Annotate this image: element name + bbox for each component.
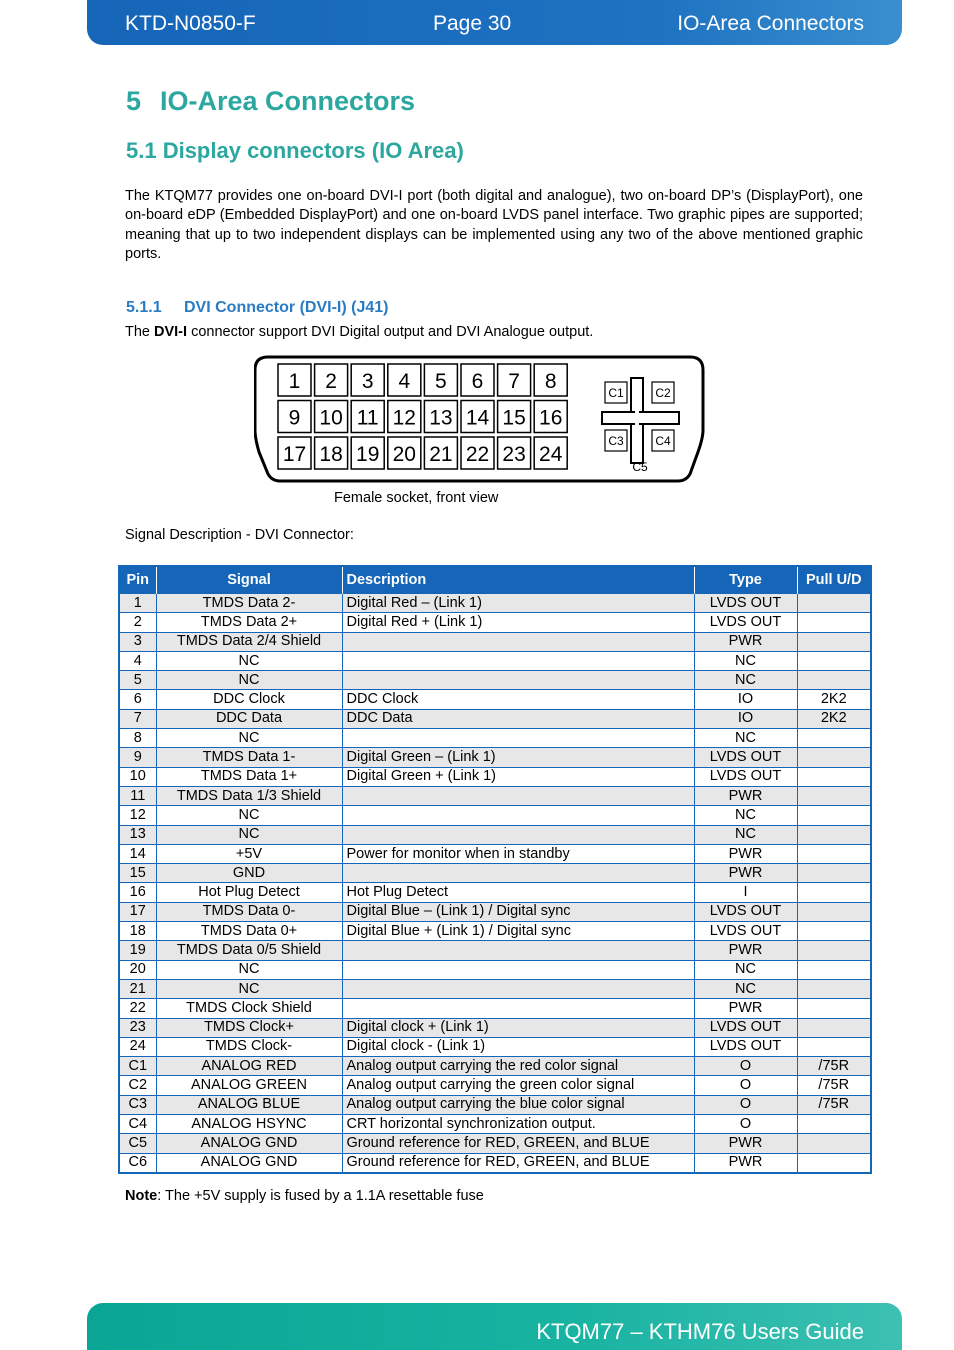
table-cell: C4 [119,1115,156,1134]
dvi-pin [278,401,311,433]
table-cell: LVDS OUT [694,613,797,632]
table-cell [797,729,871,748]
document-id: KTD-N0850-F [125,12,256,35]
table-cell: ANALOG GND [156,1153,342,1173]
table-cell [342,729,694,748]
table-cell: TMDS Data 2/4 Shield [156,632,342,651]
table-row [119,844,871,863]
table-cell: Ground reference for RED, GREEN, and BLUE [342,1134,694,1153]
dvi-pin [498,401,531,433]
dvi-pin-label: 12 [392,406,416,430]
table-cell [342,651,694,670]
dvi-pin-label: 1 [288,370,301,393]
table-cell [797,844,871,863]
page-header [87,0,902,45]
section-heading: 5.1 Display connectors (IO Area) [126,138,464,163]
page-footer [87,1303,902,1350]
dvi-pin-label: 15 [502,406,526,430]
table-cell [342,999,694,1018]
dvi-sentence-suffix: connector support DVI Digital output and DVI Analogue output. [187,324,594,340]
analog-pin-label: C1 [608,386,624,400]
table-cell: LVDS OUT [694,902,797,921]
dvi-pin-label: 6 [471,370,484,393]
table-cell: C3 [119,1095,156,1114]
table-cell: 21 [119,979,156,998]
dvi-pin [424,401,457,433]
chapter-heading [126,86,415,117]
table-cell: /75R [797,1076,871,1095]
table-cell: 11 [119,786,156,805]
dvi-pin [315,364,348,396]
dvi-sentence-bold: DVI-I [154,324,188,340]
table-cell: C2 [119,1076,156,1095]
table-cell: DDC Clock [342,690,694,709]
table-cell: NC [694,806,797,825]
table-cell: ANALOG RED [156,1057,342,1076]
table-cell: Digital clock - (Link 1) [342,1037,694,1056]
column-header: Description [342,566,694,594]
table-cell: NC [694,651,797,670]
table-cell: NC [156,671,342,690]
table-cell: TMDS Data 1/3 Shield [156,786,342,805]
dvi-pin [461,364,494,396]
table-cell [797,825,871,844]
table-cell: NC [156,960,342,979]
table-cell: 16 [119,883,156,902]
dvi-pin [461,437,494,469]
table-row [119,979,871,998]
column-header: Pin [119,566,156,594]
table-cell: C6 [119,1153,156,1173]
table-row [119,748,871,767]
table-cell [342,960,694,979]
table-cell [342,632,694,651]
table-cell [342,979,694,998]
table-cell: O [694,1095,797,1114]
table-cell: 2 [119,613,156,632]
table-cell [797,941,871,960]
analog-pin-label: C2 [655,386,671,400]
analog-pin [632,460,648,474]
table-cell: 4 [119,651,156,670]
analog-pin-label: C4 [655,434,671,448]
subsection-heading [126,299,388,317]
table-cell [342,806,694,825]
table-header-row [119,566,871,594]
dvi-sentence-prefix: The [125,324,155,340]
table-cell: ANALOG GREEN [156,1076,342,1095]
column-header: Pull U/D [797,566,871,594]
table-row [119,941,871,960]
dvi-pin-label: 14 [465,406,490,430]
table-cell [797,1134,871,1153]
note [125,1188,484,1204]
table-cell: TMDS Data 0/5 Shield [156,941,342,960]
analog-pin [652,382,674,403]
table-row [119,883,871,902]
dvi-pin-label: 24 [539,443,563,466]
dvi-pin [351,437,384,469]
page-number: Page 30 [433,12,512,35]
dvi-pin-label: 22 [465,443,490,466]
table-cell: PWR [694,844,797,863]
table-cell: TMDS Data 0- [156,902,342,921]
dvi-pin-label: 10 [319,406,343,430]
table-cell: PWR [694,999,797,1018]
table-row [119,1018,871,1037]
table-cell: 2K2 [797,709,871,728]
table-cell: PWR [694,632,797,651]
table-cell: O [694,1115,797,1134]
dvi-pin [315,437,348,469]
table-row [119,671,871,690]
table-cell: 5 [119,671,156,690]
signal-description-label: Signal Description - DVI Connector: [125,527,354,543]
table-row [119,786,871,805]
table-cell: TMDS Data 2+ [156,613,342,632]
table-cell: Digital Red – (Link 1) [342,594,694,613]
table-cell [797,922,871,941]
header-section-title: IO-Area Connectors [677,12,864,35]
table-row [119,922,871,941]
figure-caption: Female socket, front view [334,490,499,506]
dvi-pin [351,364,384,396]
table-cell: DDC Clock [156,690,342,709]
table-row [119,1134,871,1153]
table-row [119,690,871,709]
table-cell: LVDS OUT [694,1018,797,1037]
table-cell [342,825,694,844]
dvi-pin-label: 8 [544,370,557,393]
table-cell [797,806,871,825]
table-cell [797,1153,871,1173]
table-cell: /75R [797,1095,871,1114]
table-cell: 6 [119,690,156,709]
table-cell: Digital Green – (Link 1) [342,748,694,767]
chapter-number: 5 [126,86,142,116]
table-cell: /75R [797,1057,871,1076]
table-cell: Analog output carrying the red color signal [342,1057,694,1076]
table-row [119,806,871,825]
table-cell: TMDS Clock- [156,1037,342,1056]
table-cell: ANALOG GND [156,1134,342,1153]
table-row [119,1095,871,1114]
table-cell: Digital Blue – (Link 1) / Digital sync [342,902,694,921]
table-cell [797,613,871,632]
dvi-pin [424,437,457,469]
table-cell [797,594,871,613]
dvi-pin-label: 5 [435,370,447,393]
table-cell: O [694,1057,797,1076]
table-row [119,651,871,670]
table-cell [797,786,871,805]
table-cell: TMDS Clock Shield [156,999,342,1018]
table-row [119,709,871,728]
dvi-pin [315,401,348,433]
table-cell: LVDS OUT [694,1037,797,1056]
analog-pin-label: C5 [632,460,648,474]
table-cell: LVDS OUT [694,922,797,941]
table-cell: 3 [119,632,156,651]
table-cell: Analog output carrying the blue color signal [342,1095,694,1114]
table-cell: Digital clock + (Link 1) [342,1018,694,1037]
table-cell: Hot Plug Detect [156,883,342,902]
table-cell: LVDS OUT [694,767,797,786]
analog-pin-label: C3 [608,434,624,448]
note-label: Note [125,1188,158,1204]
table-cell: DDC Data [156,709,342,728]
table-cell: 14 [119,844,156,863]
table-row [119,1037,871,1056]
dvi-pin-label: 18 [319,443,343,466]
dvi-sentence [125,323,863,342]
table-cell: C5 [119,1134,156,1153]
table-row [119,1115,871,1134]
dvi-pin-label: 19 [356,443,380,466]
table-cell: PWR [694,1153,797,1173]
table-cell [797,864,871,883]
table-cell: NC [694,825,797,844]
subsection-number: 5.1.1 [126,299,162,316]
analog-pin [605,382,627,403]
table-cell: 18 [119,922,156,941]
table-cell [797,883,871,902]
table-cell: 9 [119,748,156,767]
table-row [119,729,871,748]
table-cell: CRT horizontal synchronization output. [342,1115,694,1134]
table-cell: NC [694,671,797,690]
table-cell: PWR [694,864,797,883]
dvi-pin-label: 13 [429,406,453,430]
dvi-pin-label: 23 [502,443,526,466]
table-cell [797,1037,871,1056]
table-cell [797,632,871,651]
table-cell [342,671,694,690]
dvi-pin-label: 9 [288,406,301,430]
dvi-signal-table [118,565,872,1174]
table-cell: O [694,1076,797,1095]
table-cell: +5V [156,844,342,863]
dvi-pin [351,401,384,433]
table-cell: ANALOG HSYNC [156,1115,342,1134]
table-cell: PWR [694,786,797,805]
dvi-pin-label: 7 [508,370,520,393]
table-cell: NC [156,651,342,670]
table-row [119,594,871,613]
table-row [119,902,871,921]
dvi-pin-label: 16 [539,406,563,430]
analog-pin [605,430,627,451]
table-cell: IO [694,709,797,728]
table-cell: 7 [119,709,156,728]
table-cell: 24 [119,1037,156,1056]
table-row [119,1076,871,1095]
dvi-pin-label: 11 [356,406,379,430]
table-row [119,999,871,1018]
dvi-pin [498,364,531,396]
dvi-pin [424,364,457,396]
dvi-pin [388,437,421,469]
dvi-pin [461,401,494,433]
table-cell: Digital Green + (Link 1) [342,767,694,786]
chapter-title: IO-Area Connectors [160,86,416,116]
dvi-pin [278,364,311,396]
table-cell: Power for monitor when in standby [342,844,694,863]
table-row [119,825,871,844]
intro-paragraph: The KTQM77 provides one on-board DVI-I port (both digital and analogue), two on-board DP’s (DisplayPort), one on-board eDP (Embedded DisplayPort) and one on-board LVDS panel interface. Two graphic pipes are supported; meaning that up to two independent displays can be implemented using any two of the above mentioned graphic ports. [125,188,863,262]
table-row [119,632,871,651]
table-row [119,613,871,632]
dvi-pin [498,437,531,469]
dvi-pin-label: 17 [282,443,307,466]
dvi-pin [534,364,567,396]
table-cell: GND [156,864,342,883]
table-cell [797,1115,871,1134]
table-cell: NC [694,979,797,998]
analog-cross-horizontal [602,412,679,424]
table-cell: NC [694,960,797,979]
table-cell [797,748,871,767]
table-row [119,1153,871,1173]
table-cell: 12 [119,806,156,825]
table-cell: 23 [119,1018,156,1037]
table-cell: DDC Data [342,709,694,728]
table-cell: I [694,883,797,902]
dvi-pin [534,401,567,433]
table-cell [797,979,871,998]
dvi-pin-label: 21 [429,443,453,466]
table-cell: 15 [119,864,156,883]
subsection-title: DVI Connector (DVI-I) (J41) [184,299,389,316]
table-cell: NC [156,806,342,825]
table-cell: 2K2 [797,690,871,709]
table-cell [797,651,871,670]
table-cell: 19 [119,941,156,960]
dvi-connector-diagram [254,354,706,484]
table-cell: TMDS Data 2- [156,594,342,613]
dvi-pin-label: 20 [392,443,416,466]
table-cell [797,999,871,1018]
table-cell [797,767,871,786]
table-cell: NC [156,979,342,998]
dvi-pin-label: 3 [361,370,374,393]
table-cell: 20 [119,960,156,979]
table-cell [797,902,871,921]
table-cell: 13 [119,825,156,844]
table-cell: 22 [119,999,156,1018]
table-cell: TMDS Data 1- [156,748,342,767]
table-cell: Ground reference for RED, GREEN, and BLUE [342,1153,694,1173]
analog-pin [652,430,674,451]
table-cell: ANALOG BLUE [156,1095,342,1114]
table-cell: Digital Blue + (Link 1) / Digital sync [342,922,694,941]
guide-title: KTQM77 – KTHM76 Users Guide [536,1319,864,1344]
table-cell: C1 [119,1057,156,1076]
table-row [119,960,871,979]
table-cell: TMDS Clock+ [156,1018,342,1037]
table-cell: LVDS OUT [694,748,797,767]
table-cell: PWR [694,1134,797,1153]
table-cell: TMDS Data 0+ [156,922,342,941]
column-header: Signal [156,566,342,594]
table-cell [342,786,694,805]
table-cell [797,960,871,979]
column-header: Type [694,566,797,594]
table-cell [797,671,871,690]
table-cell: 10 [119,767,156,786]
table-cell: NC [156,729,342,748]
dvi-pin [388,401,421,433]
table-cell: Digital Red + (Link 1) [342,613,694,632]
table-cell: NC [156,825,342,844]
dvi-pin [388,364,421,396]
table-cell: TMDS Data 1+ [156,767,342,786]
table-cell: 1 [119,594,156,613]
dvi-pin [278,437,311,469]
dvi-pin-label: 2 [325,370,337,393]
table-cell: Hot Plug Detect [342,883,694,902]
table-row [119,1057,871,1076]
table-row [119,767,871,786]
table-cell [797,1018,871,1037]
table-cell: 8 [119,729,156,748]
table-cell: 17 [119,902,156,921]
dvi-pin-label: 4 [398,370,411,393]
dvi-pin [534,437,567,469]
table-cell: NC [694,729,797,748]
table-cell [342,864,694,883]
table-cell [342,941,694,960]
table-row [119,864,871,883]
note-text: : The +5V supply is fused by a 1.1A resettable fuse [157,1188,484,1204]
table-cell: IO [694,690,797,709]
table-cell: Analog output carrying the green color signal [342,1076,694,1095]
table-cell: LVDS OUT [694,594,797,613]
table-cell: PWR [694,941,797,960]
